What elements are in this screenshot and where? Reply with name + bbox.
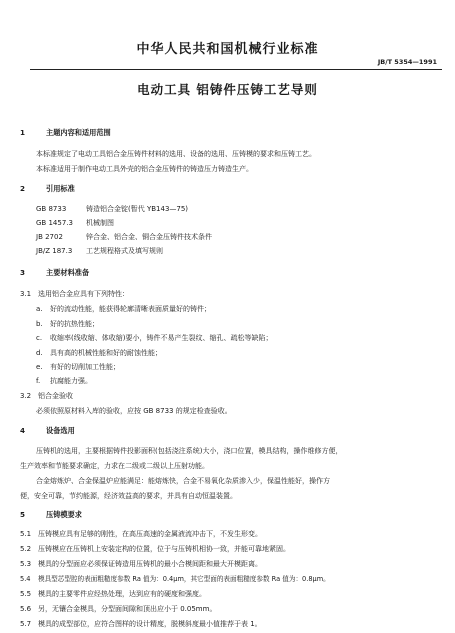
property-item: a. 好的流动性能，能获得轮廓清晰表面质量好的铸件； [36,305,211,313]
reference-item: JB/Z 187.3 工艺规程格式及填写规则 [36,247,163,255]
standard-title: 中华人民共和国机械行业标准 [136,42,319,57]
clause-5-item: 5.2 压铸模应在压铸机上安装定构的位置，位于与压铸机相协一致，并能可靠地紧固。 [20,545,290,553]
reference-item: GB 1457.3 机械制图 [36,219,114,227]
property-item: e. 有好的切削加工性能； [36,363,120,371]
header-rule [30,69,442,70]
section-1-text-1: 本标准规定了电动工具铝合金压铸件材料的选用、设备的选用、压铸模的要求和压铸工艺。 [36,150,316,158]
standard-code: JB/T 5354—1991 [377,58,437,66]
property-item: b. 好的抗热性能； [36,320,99,328]
section-4-text-4: 便，安全可靠，节约能源，经济效益高的要求，并具有自动恒温装置。 [20,492,237,500]
section-4-text-3: 合金熔炼炉、合金保温炉应能满足：能熔炼快，合金不易氧化杂质渗入少，保温性能好，操作方 [36,477,330,485]
section-4-heading: 4 设备选用 [20,426,75,435]
clause-5-item: 5.7 模具的成型部位，应符合图样的设计精度，脱模斜度最小值推荐于表 1。 [20,620,262,628]
document-title: 电动工具 铝铸件压铸工艺导则 [137,82,318,97]
section-3-heading: 3 主要材料准备 [20,268,90,277]
clause-5-item: 5.6 另，无镶合金模具，分型面间隙和顶出应小于 0.05mm。 [20,605,217,613]
section-4-text-1: 压铸机的选用，主要根据铸件投影面积(包括浇注系统)大小，浇口位置，模具结构，操作维修方便， [36,447,343,455]
reference-item: JB 2702 锌合金、铝合金、铜合金压铸件技术条件 [36,233,212,241]
clause-3-1: 3.1 选用铝合金应具有下列特性： [20,290,129,298]
property-item: c. 收缩率(线收缩、体收缩)要小，铸件不易产生裂纹、缩孔、疏松等缺陷； [36,334,273,342]
clause-5-item: 5.3 模具的分型面应必须保证铸造用压铸机的最小合模间距和最大开模距离。 [20,560,262,568]
clause-3-2-text: 必须依照原材料入库的验收，应按 GB 8733 的规定检查验收。 [36,407,232,415]
property-item: f. 抗腐能力强。 [36,377,92,385]
section-1-heading: 1 主题内容和适用范围 [20,128,111,137]
clause-5-item: 5.5 模具的主要零件应经热处理，达到应有的硬度和强度。 [20,590,206,598]
clause-5-item: 5.1 压铸模应具有足够的刚性，在高压高速的金属液流冲击下，不发生形变。 [20,530,262,538]
clause-5-item: 5.4 模具型芯型腔的表面粗糙度参数 Ra 值为：0.4μm，其它型面的表面粗糙度参数 Ra 值为：0.8μm。 [20,575,330,583]
section-2-heading: 2 引用标准 [20,184,75,193]
section-1-text-2: 本标准适用于制作电动工具外壳的铝合金压铸件的铸造压力铸造生产。 [36,165,253,173]
reference-item: GB 8733 铸造铝合金锭(暂代 YB143—75) [36,205,189,213]
section-5-heading: 5 压铸模要求 [20,510,82,519]
clause-3-2: 3.2 铝合金验收 [20,392,73,400]
section-4-text-2: 生产效率和节能要求确定，力求在二级或二级以上压射功能。 [20,462,209,470]
property-item: d. 具有高的机械性能和好的耐蚀性能； [36,349,162,357]
